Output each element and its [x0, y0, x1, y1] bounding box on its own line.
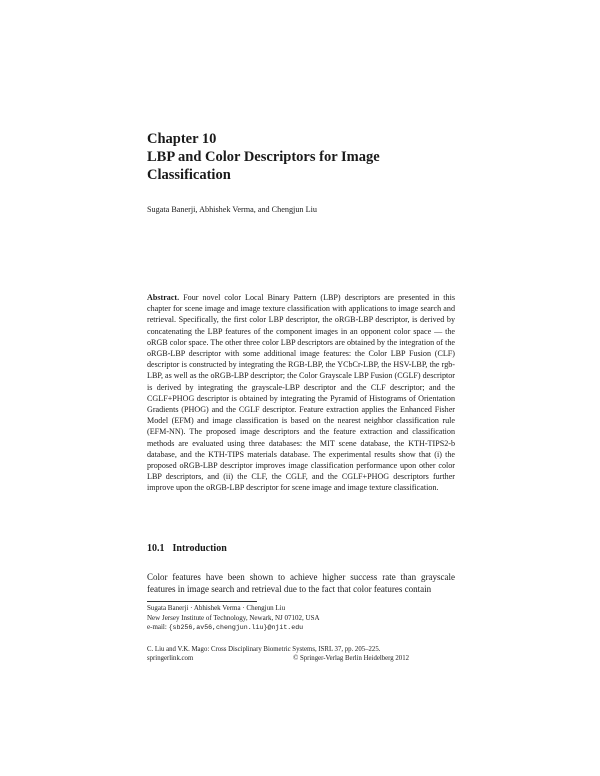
citation-line: C. Liu and V.K. Mago: Cross Disciplinary Biometric Systems, ISRL 37, pp. 205–225. — [147, 646, 381, 653]
author-footnote — [147, 604, 455, 633]
abstract-text: Four novel color Local Binary Pattern (LBP) descriptors are presented in this chapter for scene image and image texture classification with applications to image search and retrieval. Specifically, the first color LBP descriptor, the oRGB-LBP descriptor, is derived by concatenating the LBP features of the component images in an opponent color space — the oRGB color space. The other three color LBP descriptors are obtained by the integration of the oRGB-LBP descriptor with some additional image features: the Color LBP Fusion (CLF) descriptor is constructed by integrating the RGB-LBP, the YCbCr-LBP, the HSV-LBP, the rgb-LBP, as well as the oRGB-LBP descriptor; the Color Grayscale LBP Fusion (CGLF) descriptor is derived by integrating the grayscale-LBP descriptor and the CLF descriptor; and the CGLF+PHOG descriptor is obtained by integrating the Pyramid of Histograms of Orientation Gradients (PHOG) and the CGLF descriptor. Feature extraction applies the Enhanced Fisher Model (EFM) and image classification is based on the nearest neighbor classification rule (EFM-NN). The proposed image descriptors and the feature extraction and classification methods are evaluated using three databases: the MIT scene database, the KTH-TIPS2-b database, and the KTH-TIPS materials database. The experimental results show that (i) the proposed oRGB-LBP descriptor improves image classification performance upon other color LBP descriptors, and (ii) the CLF, the CGLF, and the CGLF+PHOG descriptors further improve upon the oRGB-LBP descriptor for scene image and image texture classification. — [147, 293, 455, 493]
citation-row — [147, 654, 409, 663]
footnote-email-line — [147, 623, 455, 633]
chapter-number: Chapter 10 — [147, 131, 217, 147]
springerlink-link[interactable]: springerlink.com — [147, 655, 194, 663]
chapter-title: LBP and Color Descriptors for Image Classification — [147, 149, 380, 183]
footnote-names: Sugata Banerji · Abhishek Verma · Chengjun Liu — [147, 604, 286, 612]
author-list: Sugata Banerji, Abhishek Verma, and Chengjun Liu — [147, 205, 317, 214]
copyright-notice: © Springer-Verlag Berlin Heidelberg 2012 — [293, 655, 409, 663]
email-prefix: e-mail: — [147, 623, 169, 632]
section-heading — [147, 543, 227, 554]
section-number: 10.1 — [147, 543, 165, 554]
footnote-affiliation: New Jersey Institute of Technology, Newark, NJ 07102, USA — [147, 613, 320, 622]
abstract — [147, 292, 455, 494]
section-title: Introduction — [172, 543, 227, 554]
footnote-rule — [147, 601, 257, 602]
email-address[interactable]: {sb256,av56,chengjun.liu}@njit.edu — [168, 624, 304, 632]
citation-block — [147, 645, 455, 664]
intro-paragraph: Color features have been shown to achieve higher success rate than grayscale features in image search and retrieval due to the fact that color features contain — [147, 572, 455, 594]
abstract-label: Abstract. — [147, 293, 180, 302]
